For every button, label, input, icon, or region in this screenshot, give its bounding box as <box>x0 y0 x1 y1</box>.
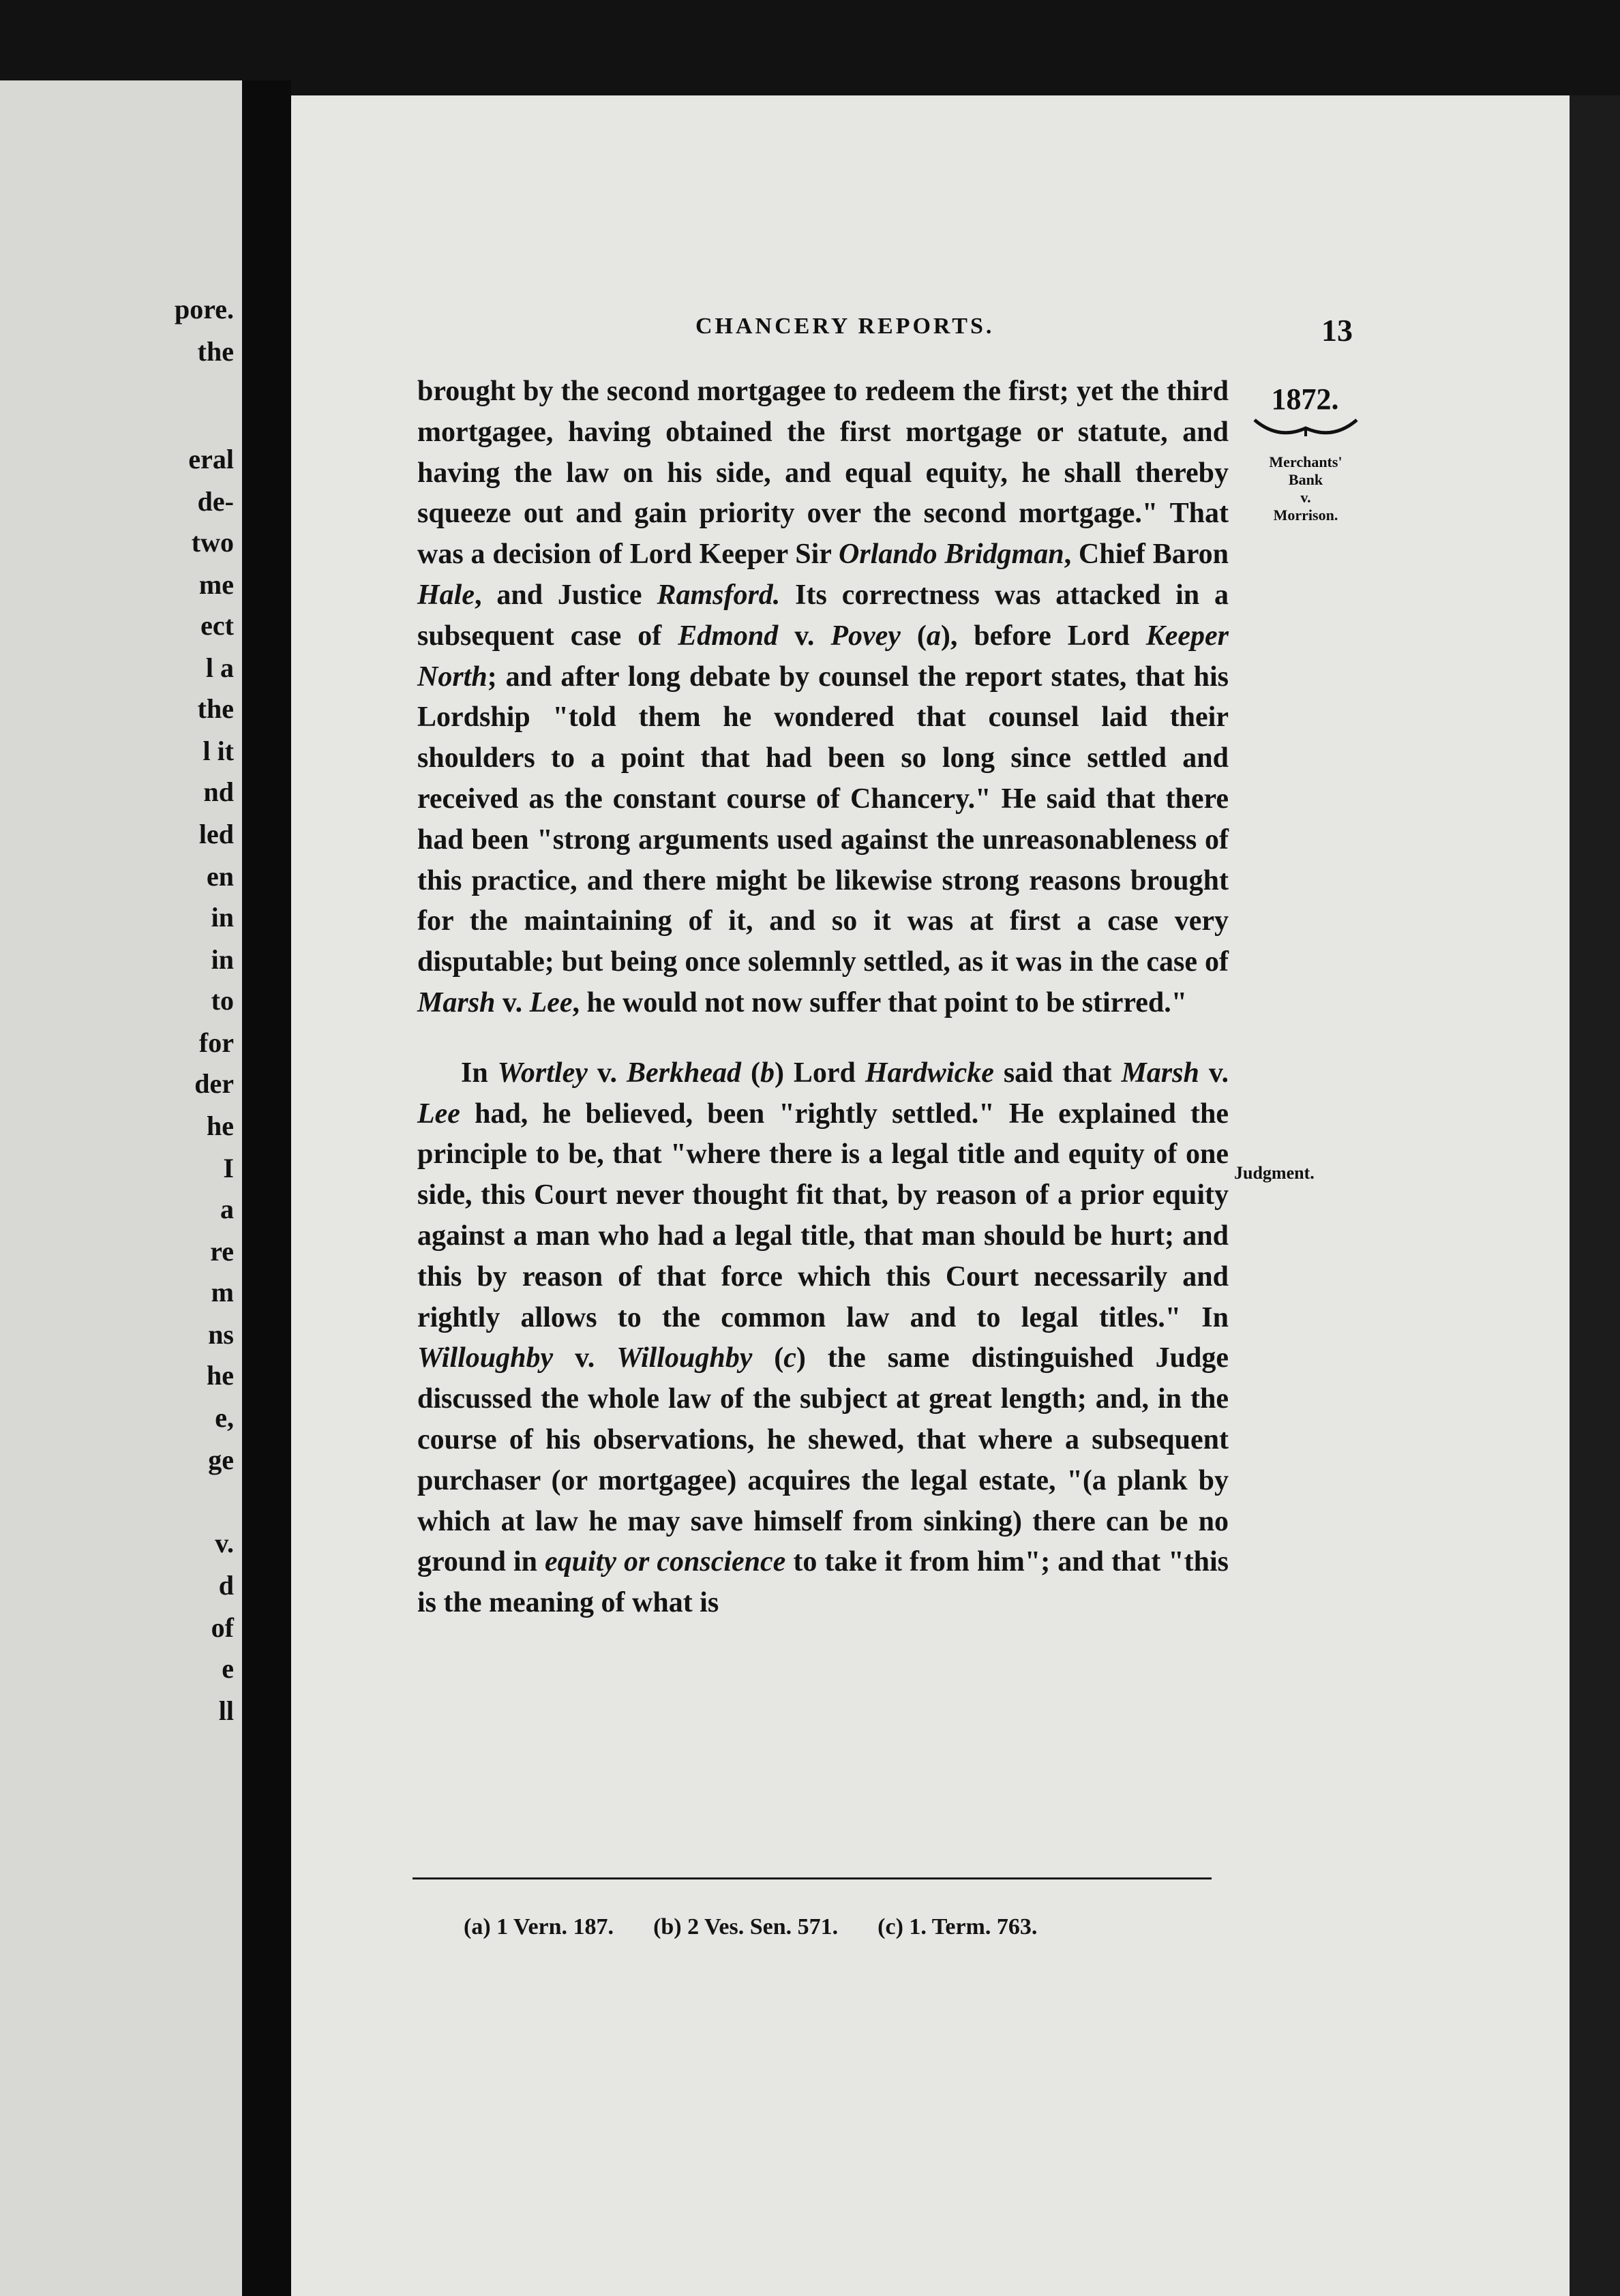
italic-run: Berkhead <box>626 1057 741 1089</box>
running-head: CHANCERY REPORTS. <box>695 314 995 339</box>
italic-run: Marsh <box>1121 1057 1199 1089</box>
margin-case-line: Merchants' <box>1269 453 1342 470</box>
body-text <box>417 372 1229 1624</box>
paragraph-1 <box>417 372 1229 1024</box>
text-run: ( <box>900 620 927 652</box>
facing-page-fragment: der <box>194 1068 234 1099</box>
text-run: , Chief Baron <box>1064 539 1229 571</box>
facing-page-fragment: in <box>211 902 234 933</box>
facing-page-fragment: e <box>222 1653 234 1684</box>
margin-case-line: Bank <box>1288 471 1323 488</box>
facing-page-fragment: pore. <box>174 294 234 324</box>
facing-page-fragment: l a <box>205 652 234 683</box>
italic-run: Lee <box>417 1098 460 1130</box>
facing-page <box>0 80 242 2296</box>
facing-page-fragment: de- <box>197 486 234 517</box>
footnote-divider <box>412 1877 1212 1879</box>
facing-page-fragment: of <box>211 1612 234 1643</box>
facing-page-fragment: e, <box>215 1402 234 1433</box>
facing-page-fragment: the <box>197 336 234 367</box>
facing-page-fragment: to <box>211 985 234 1016</box>
italic-run: Povey <box>830 620 901 652</box>
italic-run: a <box>926 620 941 652</box>
italic-run: Hardwicke <box>865 1057 994 1089</box>
italic-run: Willoughby <box>417 1342 554 1374</box>
footnotes <box>464 1914 1227 1940</box>
facing-page-fragment: ll <box>218 1695 234 1726</box>
paragraph-2 <box>417 1053 1229 1624</box>
facing-page-fragment: a <box>220 1194 234 1224</box>
italic-run: Ramsford. <box>657 579 781 611</box>
text-run: , he would not now suffer that point to be stirred." <box>572 986 1188 1018</box>
italic-run: Marsh <box>417 986 496 1018</box>
brace-icon <box>1251 413 1360 454</box>
facing-page-fragment: me <box>198 569 234 600</box>
italic-run: c <box>783 1342 796 1374</box>
facing-page-fragment: he <box>207 1111 234 1141</box>
facing-page-fragment: led <box>198 819 234 849</box>
margin-year: 1872. <box>1271 382 1339 416</box>
margin-case-line: v. <box>1300 489 1311 506</box>
facing-page-fragment: he <box>207 1360 234 1391</box>
text-run: ( <box>752 1342 784 1374</box>
facing-page-fragment: d <box>218 1570 234 1601</box>
footnote: (c) 1. Term. 763. <box>877 1914 1038 1939</box>
text-run: Its correctness was attacked in a subsequent case of <box>417 579 1229 652</box>
italic-run: Orlando Bridgman <box>838 539 1064 571</box>
footnote: (a) 1 Vern. 187. <box>464 1914 614 1939</box>
page-edge-shadow <box>1570 95 1620 2296</box>
italic-run: equity or conscience <box>545 1546 786 1578</box>
facing-page-fragment: re <box>210 1236 234 1267</box>
text-run: v. <box>495 986 530 1018</box>
facing-page-fragment: two <box>191 527 234 558</box>
italic-run: Lee <box>529 986 573 1018</box>
facing-page-fragment: the <box>197 693 234 724</box>
margin-case-line: Morrison. <box>1273 507 1338 524</box>
italic-run: Edmond <box>678 620 779 652</box>
italic-run: Keeper North <box>417 620 1229 693</box>
text-run: ) the same distinguished Judge discussed the whole law of the subject at great length; and, in the course of his observations, he shewed, that where a subsequent purchaser (or mortgagee) acquires the legal estate, "(a plank by which at law he may save himself from sinking) there can be no ground in <box>417 1342 1229 1578</box>
text-run: brought by the second mortgagee to redeem the first; yet the third mortgagee, having obtained the first mortgage or statute, and having the law on his side, and equal equity, he shall thereby squeeze out and gain priority over the second mortgage." That was a decision of Lord Keeper Sir <box>417 376 1229 571</box>
text-run: had, he believed, been "rightly settled." He explained the principle to be, that "where there is a legal title and equity of one side, this Court never thought fit that, by reason of a prior equity against a man who had a legal title, that man should be hurt; and this by reason of that force which this Court necessarily and rightly allows to the common law and to legal titles." In <box>417 1098 1229 1333</box>
text-run: v. <box>1199 1057 1229 1089</box>
facing-page-fragment: I <box>223 1153 234 1183</box>
text-run: v. <box>778 620 831 652</box>
text-run: ), before Lord <box>940 620 1146 652</box>
text-run: , and Justice <box>474 579 657 611</box>
italic-run: Willoughby <box>616 1342 753 1374</box>
facing-page-fragment: in <box>211 944 234 975</box>
italic-run: Hale <box>417 579 475 611</box>
book-gutter <box>242 80 291 2296</box>
text-run: ) Lord <box>774 1057 865 1089</box>
margin-case-name <box>1241 453 1370 524</box>
facing-page-fragment: eral <box>188 444 234 474</box>
text-run: ( <box>740 1057 760 1089</box>
italic-run: b <box>760 1057 775 1089</box>
facing-page-fragment: for <box>198 1027 234 1058</box>
margin-judgment-label: Judgment. <box>1234 1163 1315 1183</box>
text-run: said that <box>993 1057 1122 1089</box>
facing-page-text-fragments <box>0 80 242 2296</box>
facing-page-fragment: l it <box>202 736 234 766</box>
facing-page-fragment: m <box>211 1277 234 1308</box>
text-run: ; and after long debate by counsel the report states, that his Lordship "told them he wondered that counsel laid their shoulders to a point that had been so long since settled and received as the constant course of Chancery." He said that there had been "strong arguments used against the unreasonableness of this practice, and there might be likewise strong reasons brought for the maintaining of it, and so it was at first a case very disputable; but being once solemnly settled, as it was in the case of <box>417 661 1229 978</box>
text-run: In <box>461 1057 498 1089</box>
facing-page-fragment: ge <box>208 1445 234 1475</box>
facing-page-fragment: ns <box>208 1319 234 1350</box>
facing-page-fragment: nd <box>203 776 234 807</box>
page-number: 13 <box>1321 313 1353 348</box>
text-run: v. <box>587 1057 627 1089</box>
footnote: (b) 2 Ves. Sen. 571. <box>653 1914 839 1939</box>
facing-page-fragment: ect <box>200 610 234 641</box>
facing-page-fragment: en <box>207 861 234 892</box>
text-run: to take it from him"; and that "this is the meaning of what is <box>417 1546 1229 1619</box>
facing-page-fragment: v. <box>215 1528 234 1558</box>
italic-run: Wortley <box>497 1057 588 1089</box>
text-run: v. <box>553 1342 617 1374</box>
